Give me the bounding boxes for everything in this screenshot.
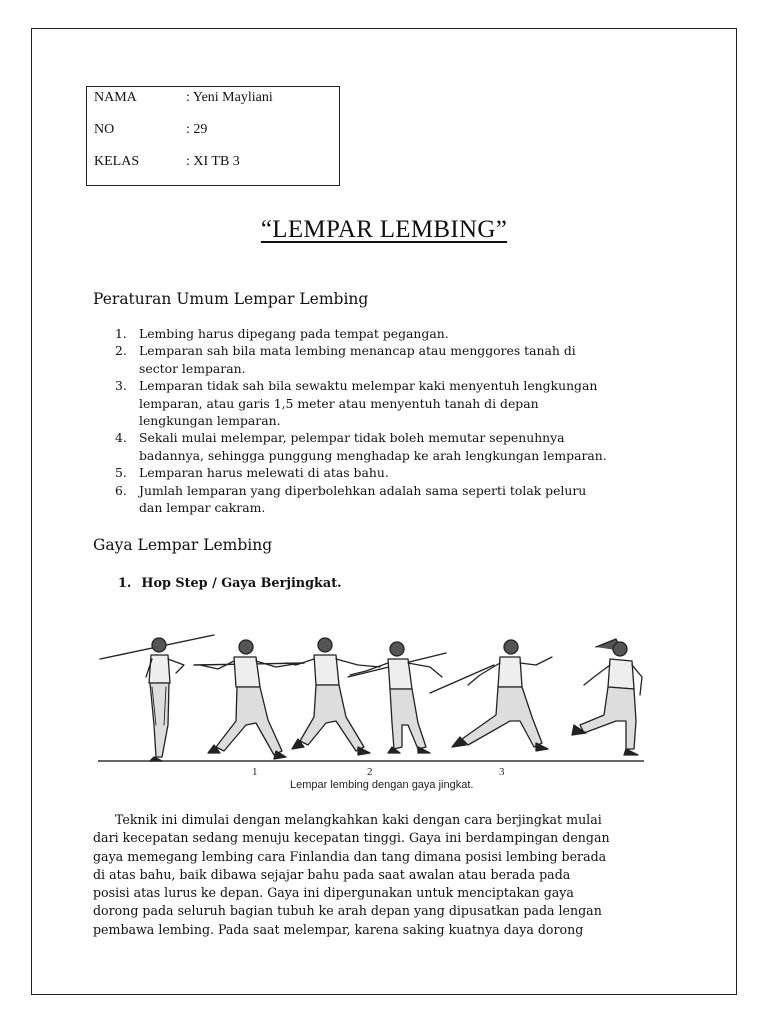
identity-box: [86, 86, 340, 186]
rule-item: [93, 429, 683, 464]
figure-caption: Lempar lembing dengan gaya jingkat.: [290, 779, 474, 791]
rule-item: [93, 377, 683, 429]
paragraph-line: dari kecepatan sedang menuju kecepatan tinggi. Gaya ini berdampingan dengan: [93, 830, 610, 846]
identity-key: KELAS: [94, 154, 140, 169]
rule-item: [93, 482, 683, 517]
paragraph-line: posisi atas lurus ke depan. Gaya ini dipergunakan untuk menciptakan gaya: [93, 885, 574, 901]
paragraph-line: dorong pada seluruh bagian tubuh ke arah depan yang dipusatkan pada lengan: [93, 903, 602, 919]
paragraph-line: gaya memegang lembing cara Finlandia dan tang dimana posisi lembing berada: [93, 848, 607, 864]
rule-item: [93, 325, 683, 342]
rule-number: 1.: [115, 326, 127, 341]
rule-number: 6.: [115, 482, 127, 498]
paragraph-line: di atas bahu, baik dibawa sejajar bahu pada saat awalan atau berada pada: [93, 866, 571, 882]
rule-line: Jumlah lemparan yang diperbolehkan adalah sama seperti tolak peluru: [139, 482, 587, 498]
section-heading-styles: Gaya Lempar Lembing: [93, 536, 273, 554]
rule-number: 4.: [115, 430, 127, 446]
rule-line: lengkungan lemparan.: [139, 413, 281, 429]
rule-item: [93, 342, 683, 377]
rule-line: dan lempar cakram.: [139, 500, 266, 516]
rules-list: [93, 325, 683, 516]
subheading-hop-step: [118, 576, 342, 591]
athlete-figure-4: [348, 642, 446, 753]
section-heading-rules: Peraturan Umum Lempar Lembing: [93, 290, 369, 308]
rule-line: lemparan, atau garis 1,5 meter atau menyentuh tanah di depan: [139, 395, 539, 411]
athlete-figure-6: [572, 639, 642, 755]
rule-number: 3.: [115, 378, 127, 394]
athlete-figure-3: [286, 638, 380, 755]
figure-label-1: 1: [252, 766, 258, 778]
rule-number: 2.: [115, 343, 127, 359]
document-title: “LEMPAR LEMBING”: [260, 216, 508, 243]
identity-value: : Yeni Mayliani: [186, 90, 273, 105]
rule-item: [93, 464, 683, 481]
identity-key: NO: [94, 122, 115, 137]
rule-line: Lemparan tidak sah bila sewaktu melempar kaki menyentuh lengkungan: [139, 378, 598, 394]
rule-line: Lemparan harus melewati di atas bahu.: [139, 465, 389, 481]
rule-line: badannya, sehingga punggung menghadap ke arah lengkungan lemparan.: [139, 447, 607, 463]
athlete-figure-5: [430, 640, 552, 751]
rule-line: Lembing harus dipegang pada tempat pegangan.: [139, 326, 449, 341]
rule-line: sector lemparan.: [139, 360, 246, 376]
rule-line: Lemparan sah bila mata lembing menancap atau menggores tanah di: [139, 343, 576, 359]
athlete-figure-1: [100, 635, 214, 761]
identity-value: : XI TB 3: [186, 154, 240, 169]
subheading-number: 1.: [118, 576, 132, 591]
athlete-figure-2: [194, 640, 304, 759]
subheading-title: Hop Step / Gaya Berjingkat.: [141, 576, 342, 591]
body-paragraph: [93, 811, 675, 939]
identity-key: NAMA: [94, 90, 137, 105]
figure-label-2: 2: [367, 766, 373, 778]
identity-value: : 29: [186, 122, 208, 137]
rule-line: Sekali mulai melempar, pelempar tidak boleh memutar sepenuhnya: [139, 430, 565, 446]
rule-number: 5.: [115, 465, 127, 481]
figure-label-3: 3: [499, 766, 505, 778]
paragraph-line: Teknik ini dimulai dengan melangkahkan kaki dengan cara berjingkat mulai: [115, 812, 602, 827]
paragraph-line: pembawa lembing. Pada saat melempar, karena saking kuatnya daya dorong: [93, 921, 584, 937]
